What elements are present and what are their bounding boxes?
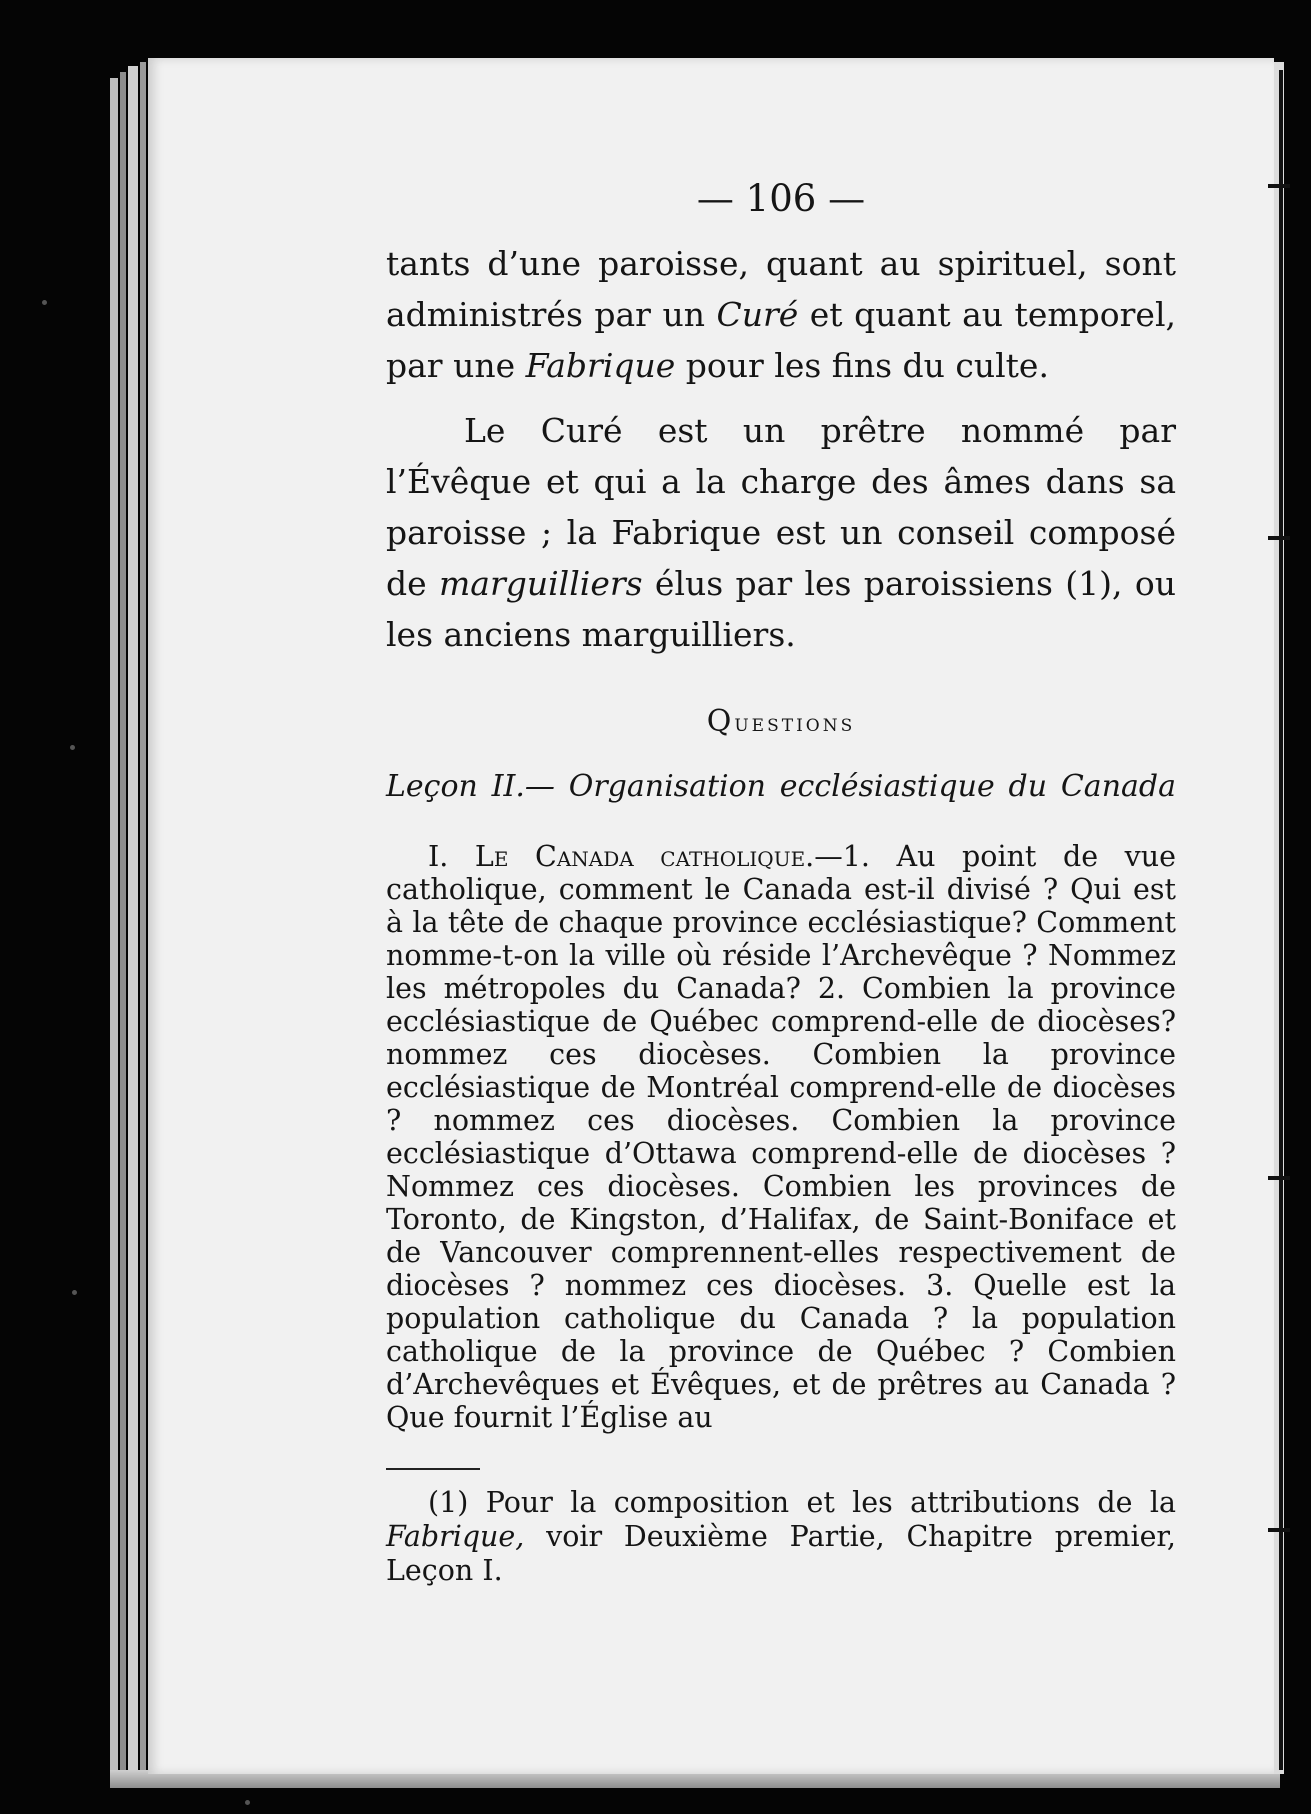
questions-paragraph (386, 840, 1176, 1434)
body-paragraph (386, 238, 1176, 391)
book-edge-left (128, 66, 138, 1782)
scan-speck (245, 1800, 250, 1805)
facing-page-edge-line (1279, 70, 1283, 1770)
footnote-rule (386, 1468, 480, 1470)
questions-label: I. Le Canada catholique. (428, 840, 815, 873)
scan-speck (72, 1290, 77, 1295)
scan-speck (70, 745, 75, 750)
book-edge-left (120, 72, 126, 1782)
book-edge-left (140, 62, 146, 1784)
text-run: (1) Pour la composition et les attributions de la (428, 1486, 1176, 1519)
body-paragraph (386, 405, 1176, 660)
text-run: Le Curé est un prêtre nommé par l’Évêque et qui a la charge des âmes dans sa paroisse ; la Fabrique est un conseil composé de (386, 411, 1176, 603)
page-number: — 106 — (696, 177, 866, 220)
text-run: —1. Au point de vue catholique, comment le Canada est-il divisé ? Qui est à la tête de chaque province ecclésiastique? Comment nomme-t-on la ville où réside l’Archevêque ? Nommez les métropoles du Canada? 2. Combien la province ecclésiastique de Québec comprend-elle de diocèses? nommez ces diocèses. Combien la province ecclésiastique de Montréal comprend-elle de diocèses ? nommez ces diocèses. Combien la province ecclésiastique d’Ottawa comprend-elle de diocèses ? Nommez ces diocèses. Combien les provinces de Toronto, de Kingston, d’Halifax, de Saint-Boniface et de Vancouver comprennent-elles respectivement de diocèses ? nommez ces diocèses. 3. Quelle est la population catholique du Canada ? la population catholique de la province de Québec ? Combien d’Archevêques et Évêques, et de prêtres au Canada ? Que fournit l’Église au (386, 840, 1177, 1434)
section-title: Questions (706, 704, 856, 739)
italic-term: Curé (716, 295, 799, 334)
page-edge-mark (1268, 1528, 1290, 1532)
book-edge-left (110, 78, 118, 1778)
italic-term: Fabrique (525, 346, 676, 385)
text-run: élus par les paroissiens (1), ou les anciens marguilliers. (386, 564, 1176, 654)
page-text (386, 175, 1176, 1588)
text-run: tants d’une paroisse, quant au spirituel, sont administrés par un (386, 244, 1176, 334)
page-edge-mark (1268, 536, 1290, 540)
footnote (386, 1486, 1176, 1588)
italic-term: Fabrique, (386, 1520, 525, 1553)
text-run: voir Deuxième Partie, Chapitre premier, Leçon I. (386, 1520, 1176, 1587)
page-edge-mark (1268, 184, 1290, 188)
scan-speck (42, 300, 47, 305)
page-edge-mark (1268, 1176, 1290, 1180)
text-run: et quant au temporel, par une (386, 295, 1176, 385)
lesson-heading: Leçon II.— Organisation ecclésiastique du Canada (386, 769, 1176, 804)
italic-term: marguilliers (439, 564, 643, 603)
text-run: pour les fins du culte. (675, 346, 1049, 385)
